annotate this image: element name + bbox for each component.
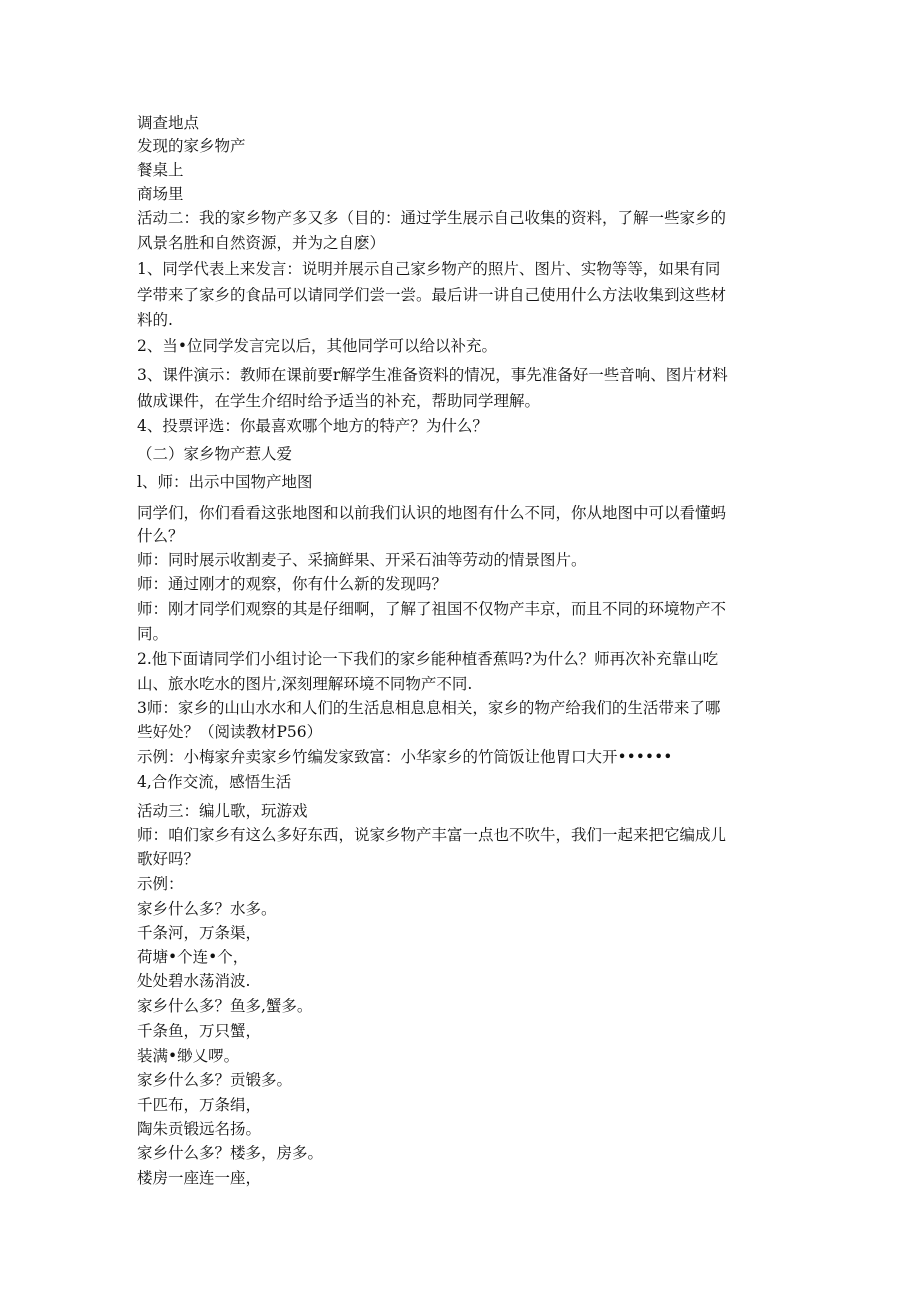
text-line: 师：同时展示收割麦子、采摘鲜果、开采石油等劳动的情景图片。 [137,551,587,569]
text-line: 示例： [137,875,184,893]
text-line: 学带来了家乡的食品可以请同学们尝一尝。最后讲一讲自己使用什么方法收集到这些材 [137,286,727,304]
text-line: 处处碧水荡消波. [137,972,251,990]
text-line: 3、课件演示：教师在课前要r解学生准备资料的情况，事先准备好一些音响、图片材料 [137,366,728,384]
text-line: 师：咱们家乡有这么多好东西，说家乡物产丰富一点也不吹牛，我们一起来把它编成儿 [137,826,727,844]
text-line: 家乡什么多？鱼多,蟹多。 [137,997,313,1015]
text-line: 千匹布，万条绢， [137,1096,262,1114]
text-line: 1、同学代表上来发言：说明并展示自己家乡物产的照片、图片、实物等等，如果有同 [137,260,721,278]
text-line: 示例：小梅家弁卖家乡竹编发家致富：小华家乡的竹筒饭让他胃口大开•••••• [137,748,673,766]
text-line: 2.他下面请同学们小组讨论一下我们的家乡能种植香蕉吗?为什么？师再次补充靠山吃 [137,650,719,668]
text-line: 家乡什么多？水多。 [137,900,277,918]
text-line: 料的. [137,311,173,329]
text-line: 荷塘•个连•个， [137,948,249,966]
text-line: 家乡什么多？贡锻多。 [137,1071,293,1089]
text-line: 歌好吗？ [137,850,200,868]
text-line: 同。 [137,625,169,643]
text-line: 发现的家乡物产 [137,137,246,155]
text-line: （二）家乡物产惹人爱 [137,445,293,463]
text-line: 做成课件，在学生介绍时给予适当的补充，帮助同学理解。 [137,392,541,410]
text-line: 千条鱼，万只蟹， [137,1022,262,1040]
text-line: 风景名胜和自然资源，并为之自麽） [137,234,386,252]
text-line: 活动二：我的家乡物产多又多（目的：通过学生展示自己收集的资料，了解一些家乡的 [137,209,727,227]
text-line: 师：刚才同学们观察的其是仔细啊，了解了祖国不仅物产丰京，而且不同的环境物产不 [137,600,727,618]
text-line: 同学们，你们看看这张地图和以前我们认识的地图有什么不同，你从地图中可以看懂蚂 [137,504,727,522]
text-line: 家乡什么多？楼多，房多。 [137,1144,324,1162]
text-line: 3师：家乡的山山水水和人们的生活息相息息相关，家乡的物产给我们的生活带来了哪 [137,699,721,717]
text-line: 陶朱贡锻远名扬。 [137,1120,262,1138]
text-line: 2、当•位同学发言完以后，其他同学可以给以补充。 [137,337,498,355]
text-line: 山、旅水吃水的图片,深刻理解环境不同物产不同. [137,675,473,693]
text-line: 4、投票评选：你最喜欢哪个地方的特产？为什么？ [137,417,488,435]
text-line: 餐桌上 [137,161,184,179]
text-line: 师：通过刚才的观察，你有什么新的发现吗？ [137,575,448,593]
text-line: 些好处？（阅读教材P56） [137,723,323,741]
text-line: 装满•缈乂啰。 [137,1047,240,1065]
text-line: 什么？ [137,527,184,545]
text-line: l、师：出示中国物产地图 [137,473,313,491]
text-line: 楼房一座连一座， [137,1169,262,1187]
text-line: 活动三：编儿歌，玩游戏 [137,802,308,820]
text-line: 商场里 [137,185,184,203]
text-line: 调查地点 [137,114,200,132]
text-line: 千条河，万条渠， [137,924,262,942]
text-line: 4,合作交流，感悟生活 [137,773,292,791]
